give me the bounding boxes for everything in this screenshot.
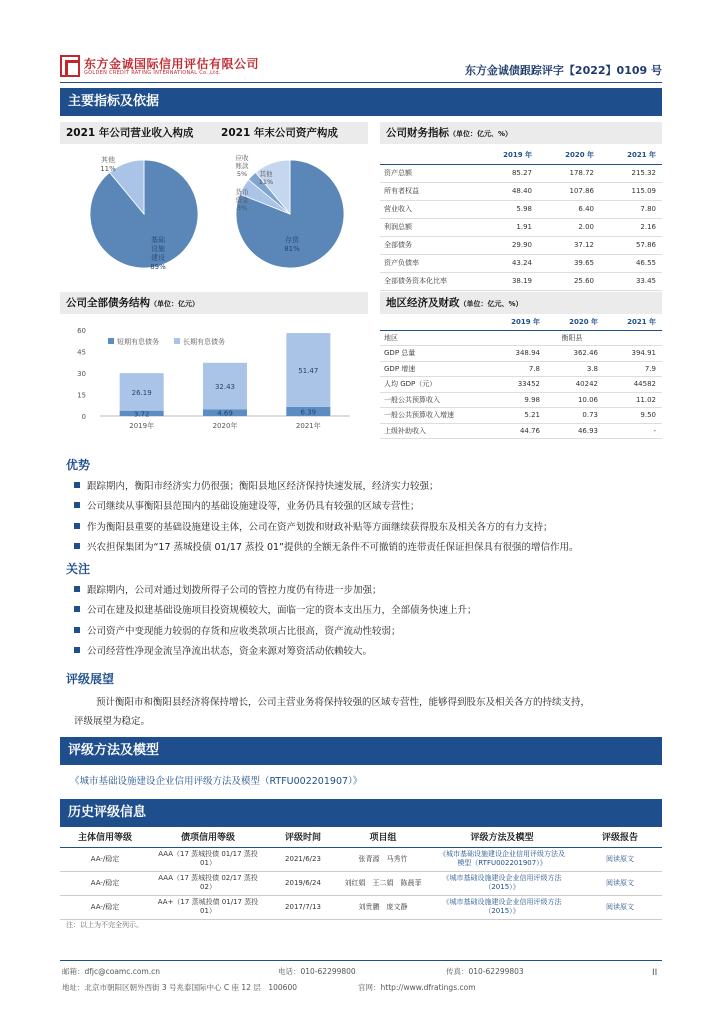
fin-year-2019: 2019 年 bbox=[476, 146, 538, 164]
fin-cell: 5.98 bbox=[476, 200, 538, 218]
concerns-title: 关注 bbox=[66, 562, 91, 576]
advantages-item bbox=[74, 519, 578, 533]
outlook-title: 评级展望 bbox=[66, 672, 115, 686]
fin-title: 公司财务指标 bbox=[386, 127, 449, 139]
region-cell: - bbox=[604, 423, 662, 439]
fin-row bbox=[380, 272, 662, 290]
concerns-item-text: 跟踪期内，公司对通过划拨所得子公司的管控力度仍有待进一步加强； bbox=[87, 585, 382, 596]
pie-assets-label-receivable: 应收账款 5% bbox=[235, 154, 249, 178]
fin-row-label: 全部债务 bbox=[380, 236, 476, 254]
advantages-item-text: 公司继续从事衡阳县范围内的基础设施建设等，业务仍具有较强的区域专营性； bbox=[87, 501, 420, 513]
footer-address: 地址：北京市朝阳区朝外西街 3 号兆泰国际中心 C 座 12 层 100600 bbox=[62, 983, 297, 992]
history-header-row bbox=[60, 827, 662, 847]
region-table-header-row bbox=[380, 314, 662, 330]
history-row bbox=[60, 847, 662, 871]
section-bar-method: 评级方法及模型 bbox=[60, 737, 662, 765]
history-col-header: 项目组 bbox=[340, 827, 426, 847]
bullet-square-icon bbox=[74, 606, 80, 612]
fin-unit: （单位：亿元、%） bbox=[449, 130, 513, 138]
outlook-line1: 预计衡阳市和衡阳县经济将保持增长，公司主营业务将保持较强的区域专营性，能够得到股东及相关各方的持续支持， bbox=[96, 697, 591, 708]
history-method[interactable]: 《城市基础设施建设企业信用评级方法（2015）》 bbox=[426, 895, 578, 919]
region-row bbox=[380, 346, 662, 362]
method-link[interactable]: 《城市基础设施建设企业信用评级方法及模型（RTFU002201907）》 bbox=[70, 776, 363, 787]
bullet-square-icon bbox=[74, 647, 80, 653]
footer-page-number: II bbox=[652, 968, 658, 978]
concerns-list bbox=[74, 582, 477, 663]
bar-data-label: 4.69 bbox=[217, 409, 233, 418]
fin-table-header-row bbox=[380, 146, 662, 164]
history-row bbox=[60, 871, 662, 895]
bullet-square-icon bbox=[74, 502, 80, 508]
concerns-item-text: 公司资产中变现能力较弱的存货和应收类款项占比很高，资产流动性较弱； bbox=[87, 625, 401, 637]
pie-revenue-label-other: 其他 11% bbox=[100, 156, 116, 173]
history-method[interactable]: 《城市基础设施建设企业信用评级方法及模型（RTFU002201907）》 bbox=[426, 847, 578, 871]
advantages-list bbox=[74, 478, 578, 559]
pie-revenue-chart bbox=[90, 155, 198, 271]
region-year-2019: 2019 年 bbox=[488, 314, 546, 330]
region-cell: 394.91 bbox=[604, 346, 662, 362]
legend-label: 长期有息债务 bbox=[183, 338, 225, 346]
region-row bbox=[380, 408, 662, 424]
region-cell: 5.21 bbox=[488, 408, 546, 424]
fin-cell: 43.24 bbox=[476, 254, 538, 272]
pie-revenue-title: 2021 年公司营业收入构成 bbox=[66, 127, 194, 139]
region-cell: 44.76 bbox=[488, 423, 546, 439]
debt-chart-unit: （单位：亿元） bbox=[150, 300, 199, 308]
y-tick-label: 30 bbox=[77, 370, 86, 378]
footer-website[interactable]: 官网：http://www.dfratings.com bbox=[358, 983, 476, 992]
fin-cell: 85.27 bbox=[476, 164, 538, 182]
footer-divider bbox=[60, 960, 662, 961]
region-cell: 46.93 bbox=[546, 423, 604, 439]
advantages-title: 优势 bbox=[66, 458, 91, 472]
advantages-item-text: 兴农担保集团为“17 蒸城投债 01/17 蒸投 01”提供的全额无条件不可撤销的连带责任保证担保具有很强的增信作用。 bbox=[87, 541, 579, 553]
fin-cell: 39.65 bbox=[538, 254, 600, 272]
fin-row-label: 利润总额 bbox=[380, 218, 476, 236]
fin-cell: 178.72 bbox=[538, 164, 600, 182]
region-row-label: GDP 增速 bbox=[380, 361, 488, 377]
y-tick-label: 60 bbox=[77, 327, 86, 335]
history-report-link[interactable]: 阅读原文 bbox=[578, 847, 662, 871]
history-report-link[interactable]: 阅读原文 bbox=[578, 871, 662, 895]
region-row-label: 人均 GDP（元） bbox=[380, 377, 488, 393]
concerns-item-text: 公司在建及拟建基础设施项目投资规模较大，面临一定的资本支出压力，全部债务快速上升； bbox=[87, 605, 477, 617]
pie-revenue-label-main: 基础设施建设 89% bbox=[150, 236, 166, 271]
region-unit: （单位：亿元、%） bbox=[459, 300, 523, 308]
region-area-label: 地区 bbox=[380, 330, 488, 346]
history-entity-rating: AA-/稳定 bbox=[60, 871, 150, 895]
advantages-item bbox=[74, 478, 578, 492]
bullet-square-icon bbox=[74, 543, 80, 549]
concerns-item-text: 公司经营性净现金流呈净流出状态，资金来源对筹资活动依赖较大。 bbox=[87, 645, 373, 657]
fin-cell: 46.55 bbox=[600, 254, 662, 272]
fin-year-2020: 2020 年 bbox=[538, 146, 600, 164]
fin-row-label: 所有者权益 bbox=[380, 182, 476, 200]
fin-cell: 1.91 bbox=[476, 218, 538, 236]
region-header bbox=[380, 292, 662, 314]
region-row-label: 上级补助收入 bbox=[380, 423, 488, 439]
x-tick-label: 2021年 bbox=[295, 422, 321, 430]
fin-cell: 2.00 bbox=[538, 218, 600, 236]
history-issue-rating: AAA（17 蒸城投债 02/17 蒸投 02） bbox=[150, 871, 266, 895]
y-tick-label: 15 bbox=[77, 391, 86, 400]
region-cell: 9.98 bbox=[488, 392, 546, 408]
concerns-item bbox=[74, 643, 477, 657]
region-table bbox=[380, 314, 662, 439]
history-col-header: 债项信用等级 bbox=[150, 827, 266, 847]
pie-assets-label-inventory: 存货 81% bbox=[284, 236, 300, 253]
region-cell: 3.8 bbox=[546, 361, 604, 377]
debt-chart-header bbox=[60, 292, 368, 314]
fin-row bbox=[380, 236, 662, 254]
region-year-2021: 2021 年 bbox=[604, 314, 662, 330]
bullet-square-icon bbox=[74, 523, 80, 529]
pie-charts bbox=[60, 146, 368, 286]
fin-cell: 2.16 bbox=[600, 218, 662, 236]
fin-cell: 37.12 bbox=[538, 236, 600, 254]
history-date: 2021/6/23 bbox=[266, 847, 340, 871]
pie-assets-title: 2021 年末公司资产构成 bbox=[221, 127, 338, 139]
history-entity-rating: AA-/稳定 bbox=[60, 895, 150, 919]
history-note: 注：以上为不完全列示。 bbox=[66, 921, 143, 929]
fin-header bbox=[380, 122, 662, 144]
company-name-cn: 东方金诚国际信用评估有限公司 bbox=[84, 57, 260, 71]
region-cell: 0.73 bbox=[546, 408, 604, 424]
fin-cell: 6.40 bbox=[538, 200, 600, 218]
x-tick-label: 2020年 bbox=[212, 422, 238, 430]
y-tick-label: 45 bbox=[77, 348, 86, 357]
y-tick-label: 0 bbox=[81, 413, 86, 421]
concerns-item bbox=[74, 623, 477, 637]
legend-swatch bbox=[174, 338, 180, 344]
region-row bbox=[380, 392, 662, 408]
history-col-header: 评级方法及模型 bbox=[426, 827, 578, 847]
advantages-item-text: 跟踪期内，衡阳市经济实力仍很强；衡阳县地区经济保持快速发展，经济实力较强； bbox=[87, 481, 439, 492]
region-cell: 362.46 bbox=[546, 346, 604, 362]
footer-email: 邮箱：dfjc@coamc.com.cn bbox=[62, 967, 161, 976]
bar-data-label: 26.19 bbox=[131, 388, 152, 397]
header-divider bbox=[60, 82, 662, 83]
history-date: 2017/7/13 bbox=[266, 895, 340, 919]
concerns-item bbox=[74, 582, 477, 596]
document-number: 东方金诚债跟踪评字【2022】0109 号 bbox=[464, 64, 662, 77]
company-name-en: GOLDEN CREDIT RATING INTERNATIONAL Co.,Ltd. bbox=[84, 70, 221, 76]
fin-table bbox=[380, 146, 662, 291]
fin-cell: 48.40 bbox=[476, 182, 538, 200]
region-area-row bbox=[380, 330, 662, 346]
fin-cell: 57.86 bbox=[600, 236, 662, 254]
fin-cell: 33.45 bbox=[600, 272, 662, 290]
region-cell: 9.50 bbox=[604, 408, 662, 424]
region-year-2020: 2020 年 bbox=[546, 314, 604, 330]
region-cell: 348.94 bbox=[488, 346, 546, 362]
outlook-line2: 评级展望为稳定。 bbox=[74, 716, 151, 727]
pie-assets-label-cash: 货币资金 3% bbox=[235, 188, 249, 212]
fin-row bbox=[380, 218, 662, 236]
region-area-name: 衡阳县 bbox=[488, 330, 662, 346]
region-cell: 10.06 bbox=[546, 392, 604, 408]
fin-row-label: 全部债务资本化比率 bbox=[380, 272, 476, 290]
history-col-header: 评级时间 bbox=[266, 827, 340, 847]
fin-row-label: 资产总额 bbox=[380, 164, 476, 182]
pie-assets-label-other: 其他 11% bbox=[258, 170, 274, 186]
history-issue-rating: AA+（17 蒸城投债 01/17 蒸投 01） bbox=[150, 895, 266, 919]
bar-data-label: 6.39 bbox=[300, 408, 317, 417]
bar-data-label: 51.47 bbox=[298, 366, 319, 375]
history-team: 张青源 马秀竹 bbox=[340, 847, 426, 871]
fin-cell: 38.19 bbox=[476, 272, 538, 290]
history-team: 刘红娟 王二娟 陈晨菲 bbox=[340, 871, 426, 895]
fin-cell: 25.60 bbox=[538, 272, 600, 290]
fin-cell: 215.32 bbox=[600, 164, 662, 182]
region-row-label: 一般公共预算收入 bbox=[380, 392, 488, 408]
history-team: 刘贵鹏 庞文静 bbox=[340, 895, 426, 919]
history-col-header: 主体信用等级 bbox=[60, 827, 150, 847]
legend-swatch bbox=[108, 338, 114, 344]
footer-fax: 传真：010-62299803 bbox=[446, 967, 524, 976]
fin-row bbox=[380, 182, 662, 200]
history-entity-rating: AA-/稳定 bbox=[60, 847, 150, 871]
x-tick-label: 2019年 bbox=[129, 422, 155, 430]
concerns-item bbox=[74, 602, 477, 616]
company-logo-icon bbox=[60, 55, 80, 77]
region-title: 地区经济及财政 bbox=[386, 297, 460, 309]
bar-data-label: 3.72 bbox=[133, 410, 150, 419]
fin-cell: 29.90 bbox=[476, 236, 538, 254]
footer-tel: 电话：010-62299800 bbox=[278, 967, 356, 976]
fin-cell: 115.09 bbox=[600, 182, 662, 200]
region-cell: 40242 bbox=[546, 377, 604, 393]
region-cell: 11.02 bbox=[604, 392, 662, 408]
history-row bbox=[60, 895, 662, 919]
region-cell: 7.8 bbox=[488, 361, 546, 377]
region-cell: 44582 bbox=[604, 377, 662, 393]
pie-panel-header bbox=[60, 122, 368, 144]
region-row bbox=[380, 361, 662, 377]
section-bar-main: 主要指标及依据 bbox=[60, 88, 662, 116]
history-issue-rating: AAA（17 蒸城投债 01/17 蒸投 01） bbox=[150, 847, 266, 871]
advantages-item bbox=[74, 498, 578, 512]
bullet-square-icon bbox=[74, 627, 80, 633]
history-report-link[interactable]: 阅读原文 bbox=[578, 895, 662, 919]
region-cell: 7.9 bbox=[604, 361, 662, 377]
advantages-item-text: 作为衡阳县重要的基础设施建设主体，公司在资产划拨和财政补贴等方面继续获得股东及相关各方的有力支持； bbox=[87, 521, 553, 533]
history-date: 2019/6/24 bbox=[266, 871, 340, 895]
fin-row-label: 资产负债率 bbox=[380, 254, 476, 272]
advantages-item bbox=[74, 539, 578, 553]
bullet-square-icon bbox=[74, 586, 80, 592]
region-cell: 33452 bbox=[488, 377, 546, 393]
bullet-square-icon bbox=[74, 482, 80, 488]
fin-cell: 7.80 bbox=[600, 200, 662, 218]
region-row-label: GDP 总量 bbox=[380, 346, 488, 362]
fin-cell: 107.86 bbox=[538, 182, 600, 200]
fin-row bbox=[380, 254, 662, 272]
section-bar-history: 历史评级信息 bbox=[60, 799, 662, 827]
region-row bbox=[380, 423, 662, 439]
region-row-label: 一般公共预算收入增速 bbox=[380, 408, 488, 424]
fin-year-2021: 2021 年 bbox=[600, 146, 662, 164]
pie-assets-chart bbox=[236, 153, 345, 268]
history-method[interactable]: 《城市基础设施建设企业信用评级方法（2015）》 bbox=[426, 871, 578, 895]
fin-row bbox=[380, 200, 662, 218]
debt-bar-chart bbox=[60, 316, 368, 436]
debt-chart-title: 公司全部债务结构 bbox=[66, 297, 150, 309]
history-col-header: 评级报告 bbox=[578, 827, 662, 847]
fin-row-label: 营业收入 bbox=[380, 200, 476, 218]
legend-label: 短期有息债务 bbox=[117, 338, 159, 346]
region-row bbox=[380, 377, 662, 393]
fin-row bbox=[380, 164, 662, 182]
history-table bbox=[60, 827, 662, 920]
bar-data-label: 32.43 bbox=[214, 383, 236, 392]
